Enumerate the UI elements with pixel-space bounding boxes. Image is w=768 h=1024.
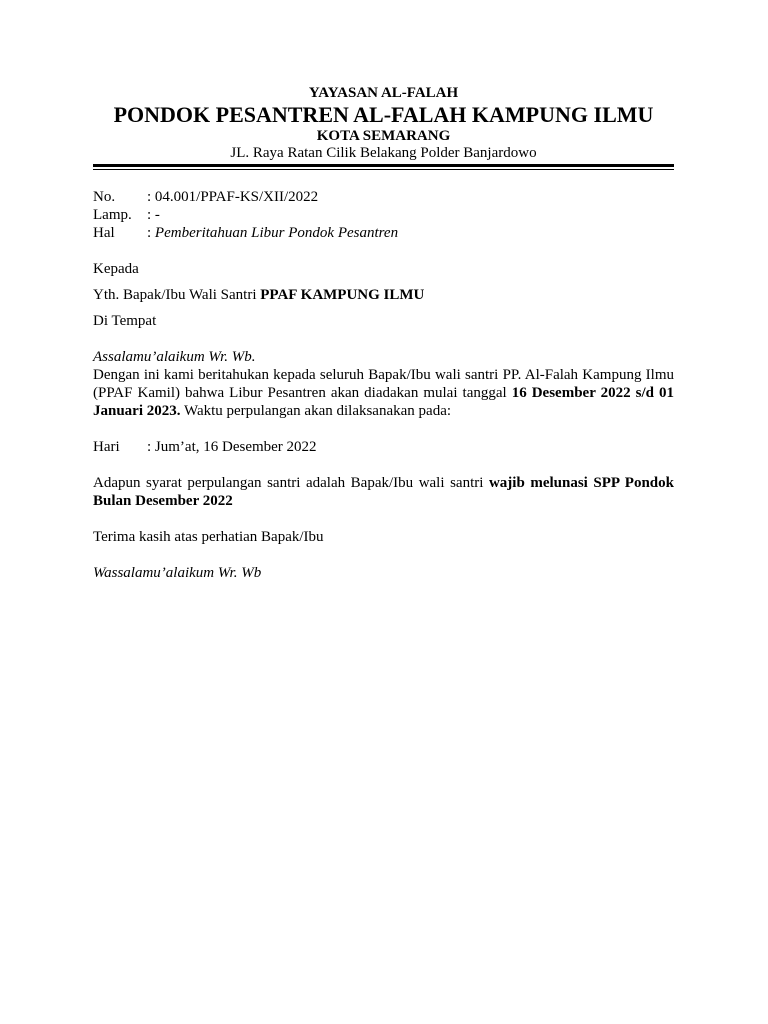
letterhead-divider-thick <box>93 164 674 167</box>
announcement-tail: Waktu perpulangan akan dilaksanakan pada: <box>180 403 452 419</box>
attachment-row <box>93 206 674 224</box>
recipient-organization: PPAF KAMPUNG ILMU <box>260 287 425 303</box>
subject-label: Hal <box>93 225 115 241</box>
spacer <box>93 456 674 474</box>
spacer <box>93 304 674 312</box>
subject-value-wrap <box>147 224 398 242</box>
city-name: KOTA SEMARANG <box>316 128 451 144</box>
institution-name: PONDOK PESANTREN AL-FALAH KAMPUNG ILMU <box>113 102 654 127</box>
letter-number-row <box>93 188 674 206</box>
letter-number-value: : 04.001/PPAF-KS/XII/2022 <box>147 189 319 205</box>
letter-number-label: No. <box>93 189 116 205</box>
thanks-line: Terima kasih atas perhatian Bapak/Ibu <box>93 529 324 545</box>
requirement-paragraph <box>93 474 674 510</box>
subject-colon: : <box>147 225 155 241</box>
letter-body <box>93 188 674 582</box>
holiday-date-range: 16 Desember 2022 s/d 01 Januari 2023. <box>93 385 674 419</box>
recipient-kepada: Kepada <box>93 261 139 277</box>
day-row <box>93 438 674 456</box>
recipient-prefix: Yth. Bapak/Ibu Wali Santri <box>93 287 261 303</box>
recipient-place: Di Tempat <box>93 313 157 329</box>
letterhead <box>93 84 674 162</box>
closing-greeting: Wassalamu’alaikum Wr. Wb <box>93 565 262 581</box>
requirement-text: Adapun syarat perpulangan santri adalah Bapak/Ibu wali santri <box>93 475 489 491</box>
spacer <box>93 242 674 260</box>
announcement-paragraph <box>93 366 674 420</box>
day-label: Hari <box>93 439 120 455</box>
announcement-text: Dengan ini kami beritahukan kepada seluruh Bapak/Ibu wali santri PP. Al-Falah Kampung Ilmu (PPAF Kamil) bahwa Libur Pesantren akan diadakan mulai tanggal <box>93 367 674 401</box>
opening-greeting: Assalamu’alaikum Wr. Wb. <box>93 349 256 365</box>
spacer <box>93 546 674 564</box>
requirement-bold: wajib melunasi SPP Pondok Bulan Desember 2022 <box>93 475 674 509</box>
institution-address: JL. Raya Ratan Cilik Belakang Polder Banjardowo <box>230 145 537 161</box>
foundation-name: YAYASAN AL-FALAH <box>308 85 459 101</box>
day-value: : Jum’at, 16 Desember 2022 <box>147 439 317 455</box>
spacer <box>93 278 674 286</box>
subject-row <box>93 224 674 242</box>
subject-value: Pemberitahuan Libur Pondok Pesantren <box>154 225 399 241</box>
recipient-addressee <box>93 286 674 304</box>
attachment-value: : - <box>147 207 160 223</box>
attachment-label: Lamp. <box>93 207 132 223</box>
spacer <box>93 510 674 528</box>
spacer <box>93 420 674 438</box>
letterhead-divider-thin <box>93 169 674 170</box>
spacer <box>93 330 674 348</box>
